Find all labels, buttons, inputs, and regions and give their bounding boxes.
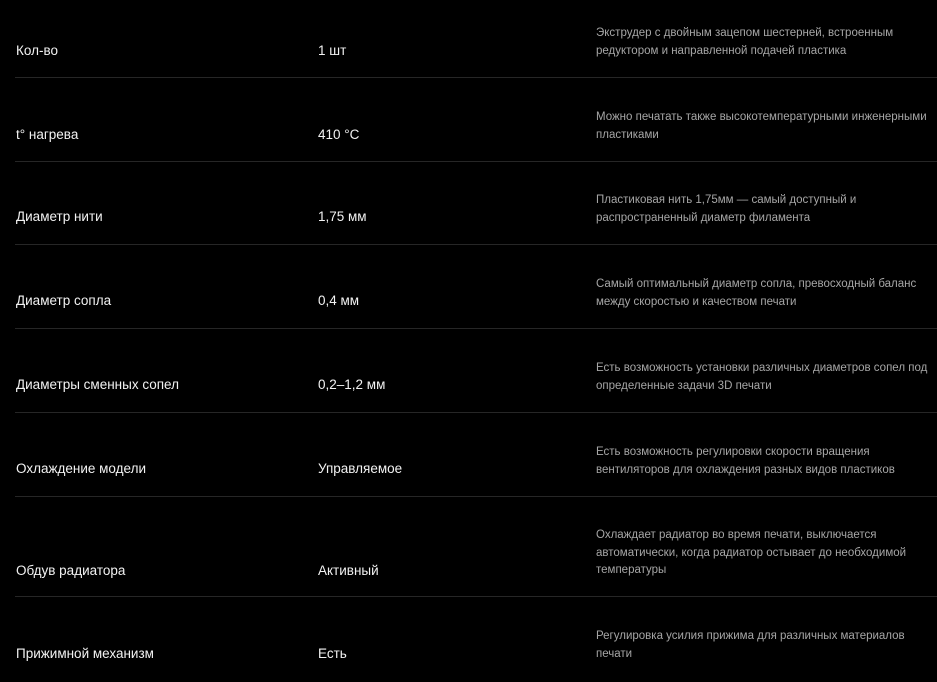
- param-label: Охлаждение модели: [16, 461, 147, 476]
- param-note: Регулировка усилия прижима для различных материалов печати: [596, 630, 905, 660]
- spec-row-heat-temperature: [0, 78, 937, 162]
- param-note: Экструдер с двойным зацепом шестерней, встроенным редуктором и направленной подачей пластика: [596, 27, 894, 57]
- spec-row-quantity: [0, 0, 937, 78]
- param-value: 1,75 мм: [318, 209, 367, 224]
- param-value: Активный: [318, 563, 379, 578]
- spec-row-replaceable-nozzles: [0, 329, 937, 413]
- param-label: Диаметры сменных сопел: [16, 377, 179, 392]
- param-value: 0,4 мм: [318, 293, 360, 308]
- param-label: Диаметр нити: [16, 209, 103, 224]
- spec-row-radiator-blowing: [0, 497, 937, 597]
- param-value: 410 °C: [318, 127, 360, 142]
- param-value: Есть: [318, 646, 347, 661]
- param-value: 0,2–1,2 мм: [318, 377, 386, 392]
- param-note: Самый оптимальный диаметр сопла, превосходный баланс между скоростью и качеством печати: [596, 278, 917, 308]
- param-value: Управляемое: [318, 461, 403, 476]
- param-label: Диаметр сопла: [16, 293, 112, 308]
- param-note: Охлаждает радиатор во время печати, выключается автоматически, когда радиатор остывает до необходимой температуры: [596, 529, 907, 576]
- spec-row-nozzle-diameter: [0, 245, 937, 329]
- param-note: Есть возможность регулировки скорости вращения вентиляторов для охлаждения разных видов пластиков: [596, 446, 895, 476]
- param-note: Есть возможность установки различных диаметров сопел под определенные задачи 3D печати: [596, 362, 928, 392]
- spec-row-model-cooling: [0, 413, 937, 497]
- param-note: Пластиковая нить 1,75мм — самый доступный и распространенный диаметр филамента: [596, 194, 857, 224]
- param-value: 1 шт: [318, 43, 347, 58]
- spec-row-filament-diameter: [0, 162, 937, 245]
- spec-row-clamping-mechanism: [0, 597, 937, 682]
- param-label: Кол-во: [16, 43, 58, 58]
- param-label: Прижимной механизм: [16, 646, 154, 661]
- param-note: Можно печатать также высокотемпературными инженерными пластиками: [596, 111, 927, 141]
- param-label: t° нагрева: [16, 127, 79, 142]
- param-label: Обдув радиатора: [16, 563, 126, 578]
